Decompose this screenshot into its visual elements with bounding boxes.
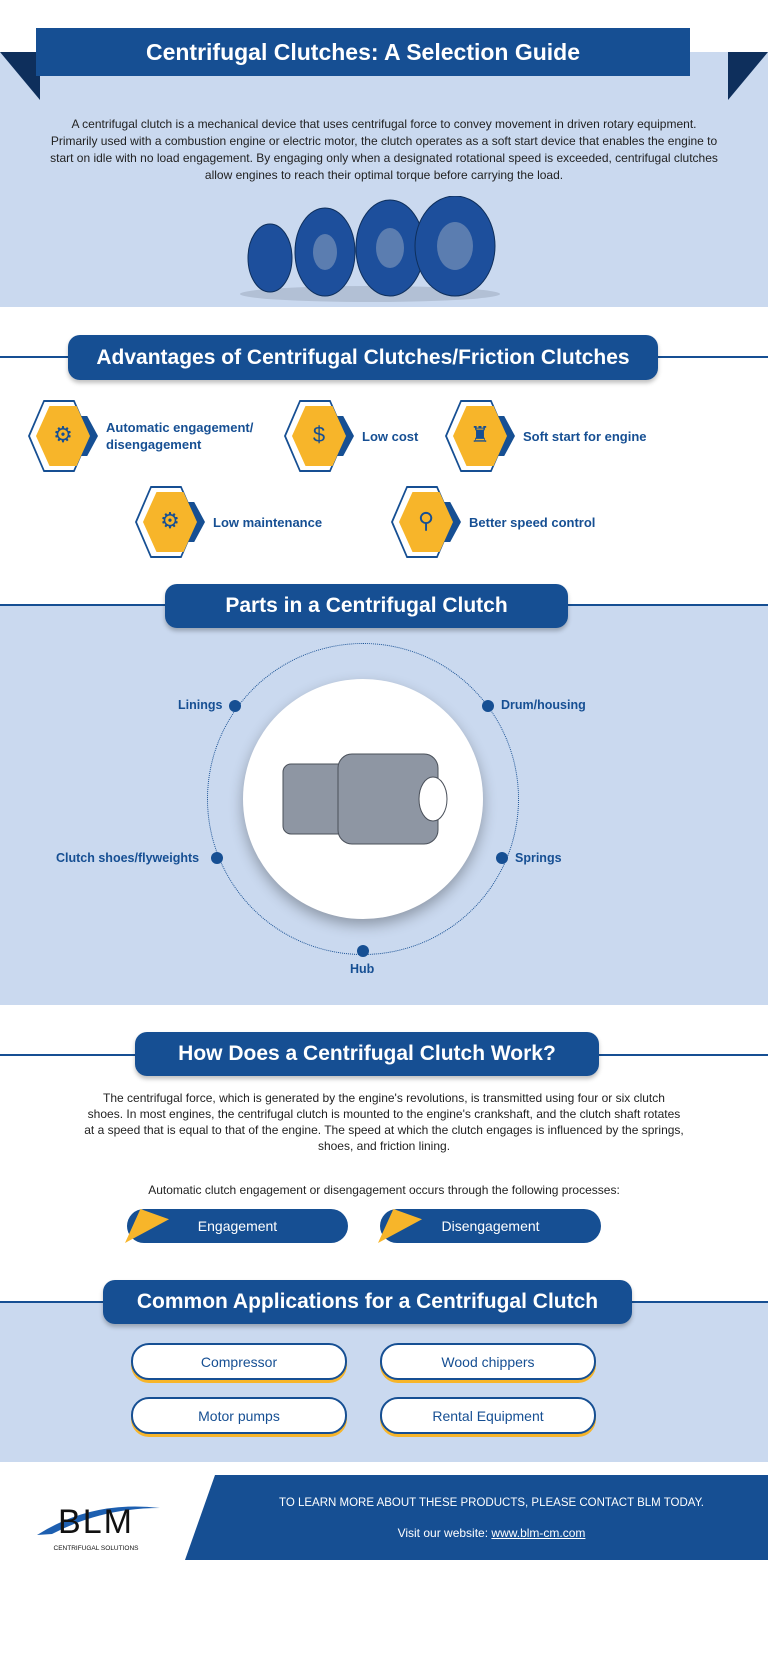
money-bag-hand-icon: $	[312, 422, 326, 447]
footer-banner	[185, 1475, 768, 1560]
advantage-item: ⚙ Low maintenance	[135, 486, 322, 558]
advantage-item: $ Low cost	[284, 400, 418, 472]
clutch-diagram-image	[243, 679, 483, 919]
blm-logo	[36, 1500, 156, 1562]
application-item: Rental Equipment	[380, 1397, 596, 1434]
disengagement-button[interactable]: Disengagement	[380, 1209, 601, 1243]
applications-title: Common Applications for a Centrifugal Clutch	[103, 1280, 632, 1324]
processes-intro: Automatic clutch engagement or disengagement occurs through the following processes:	[148, 1183, 620, 1197]
advantages-title: Advantages of Centrifugal Clutches/Friction Clutches	[68, 335, 658, 380]
page-title: Centrifugal Clutches: A Selection Guide	[36, 28, 690, 76]
part-label: Linings	[178, 698, 223, 712]
advantage-item: ⚙ Automatic engagement/ disengagement	[28, 400, 266, 472]
part-marker	[482, 700, 494, 712]
engagement-button[interactable]: Engagement	[127, 1209, 348, 1243]
intro-text: A centrifugal clutch is a mechanical device that uses centrifugal force to convey movement in driven rotary equipment. Primarily used with a combustion engine or electric motor, the clutch operates as a soft start device that enables the engine to start on idle with no load engagement. By engaging only when a designated rotational speed is exceeded, centrifugal clutches allow engines to reach their optimal torque before carrying the load.	[50, 117, 718, 182]
part-label: Hub	[350, 962, 375, 976]
advantage-item: ⚲ Better speed control	[391, 486, 595, 558]
website-link[interactable]: www.blm-cm.com	[491, 1526, 586, 1540]
parts-title: Parts in a Centrifugal Clutch	[165, 584, 568, 628]
application-item: Compressor	[131, 1343, 347, 1380]
how-text: The centrifugal force, which is generated by the engine's revolutions, is transmitted using four or six clutch shoes. In most engines, the centrifugal clutch is mounted to the engine's crankshaft, and the clutch shaft rotates at a speed that is equal to that of the engine. The speed at which the clutch engages is influenced by the springs, shoes, and friction lining.	[84, 1091, 684, 1153]
how-title: How Does a Centrifugal Clutch Work?	[135, 1032, 599, 1076]
application-item: Wood chippers	[380, 1343, 596, 1380]
clutch-product-image	[230, 196, 510, 304]
part-marker	[496, 852, 508, 864]
part-marker	[211, 852, 223, 864]
footer-cta: TO LEARN MORE ABOUT THESE PRODUCTS, PLEASE CONTACT BLM TODAY.	[279, 1497, 704, 1509]
logo-text: BLM	[58, 1503, 134, 1541]
part-label: Drum/housing	[501, 698, 586, 712]
advantage-item: ♜ Soft start for engine	[445, 400, 647, 472]
part-marker	[229, 700, 241, 712]
part-marker	[357, 945, 369, 957]
part-label: Springs	[515, 851, 562, 865]
applications-section	[0, 1302, 768, 1462]
arrow-icon	[378, 1209, 422, 1243]
logo-subtitle: CENTRIFUGAL SOLUTIONS	[53, 1545, 139, 1552]
automation-gears-icon: ⚙	[53, 422, 73, 447]
valve-icon: ⚲	[417, 508, 435, 533]
part-label: Clutch shoes/flyweights	[56, 851, 200, 865]
application-item: Motor pumps	[131, 1397, 347, 1434]
footer-website: Visit our website: www.blm-cm.com	[397, 1526, 586, 1540]
engine-icon: ♜	[470, 422, 490, 447]
arrow-icon	[125, 1209, 169, 1243]
gear-wrench-icon: ⚙	[160, 508, 180, 533]
